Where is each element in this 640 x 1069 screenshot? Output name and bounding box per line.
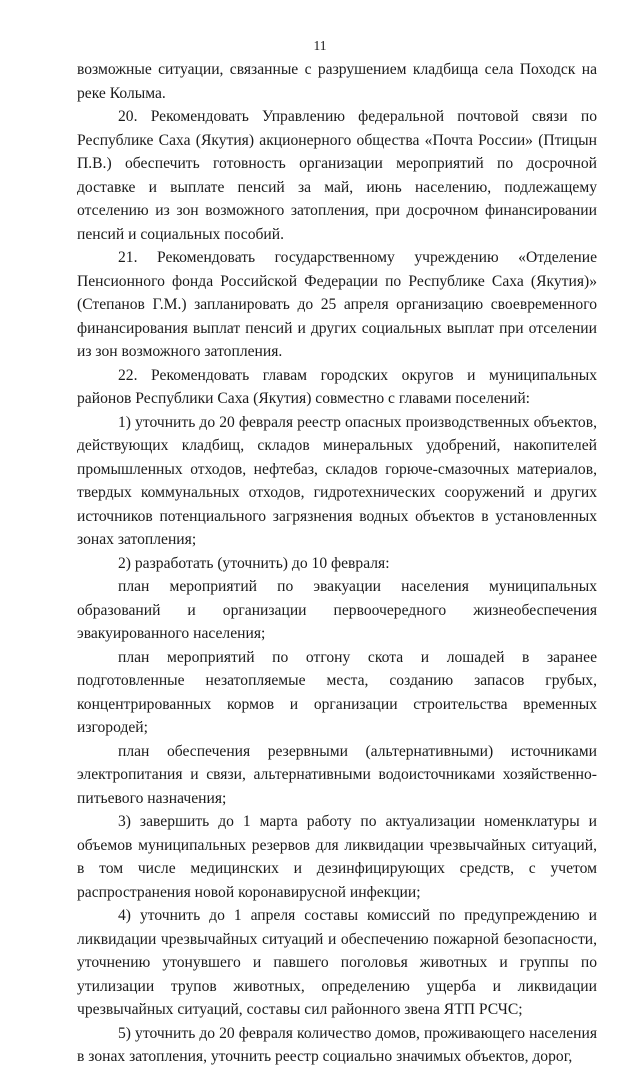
subitem-4: 4) уточнить до 1 апреля составы комиссий по предупреждению и ликвидации чрезвычайных ситуаций и обеспечению пожарной безопасности, уточнению утонувшего и павшего поголовья животных и группы по утилизации трупов животных, определению ущерба и ликвидации чрезвычайных ситуаций, составы сил районного звена ЯТП РСЧС; bbox=[77, 907, 597, 1018]
paragraph-item-22: 22. Рекомендовать главам городских округов и муниципальных районов Республики Саха (Якутия) совместно с главами поселений: bbox=[77, 366, 597, 407]
paragraph-item-20: 20. Рекомендовать Управлению федеральной почтовой связи по Республике Саха (Якутия) акционерного общества «Почта России» (Птицын П.В.) обеспечить готовность организации мероприятий по досрочной доставке и выплате пенсий за май, июнь населению, подлежащему отселению из зон возможного затопления, при досрочном финансировании пенсий и социальных пособий. bbox=[77, 108, 597, 243]
subitem-2: 2) разработать (уточнить) до 10 февраля: bbox=[118, 554, 390, 572]
page-number: 11 bbox=[313, 38, 327, 53]
subitem-5: 5) уточнить до 20 февраля количество домов, проживающего населения в зонах затопления, уточнить реестр социально значимых объектов, дорог, bbox=[77, 1024, 597, 1065]
paragraph-continuation: возможные ситуации, связанные с разрушением кладбища села Походск на реке Колыма. bbox=[77, 61, 597, 102]
subitem-3: 3) завершить до 1 марта работу по актуализации номенклатуры и объемов муниципальных резервов для ликвидации чрезвычайных ситуаций, в том числе медицинских и дезинфицирующих средств, с учетом распространения новой коронавирусной инфекции; bbox=[77, 813, 597, 901]
paragraph-item-21: 21. Рекомендовать государственному учреждению «Отделение Пенсионного фонда Российской Федерации по Республике Саха (Якутия)» (Степанов Г.М.) запланировать до 25 апреля организацию своевременного финансирования выплат пенсий и других социальных выплат при отселении из зон возможного затопления. bbox=[77, 249, 597, 360]
plan-power-supply: план обеспечения резервными (альтернативными) источниками электропитания и связи, альтернативными водоисточниками хозяйственно-питьевого назначения; bbox=[77, 742, 597, 807]
document-body bbox=[77, 58, 597, 1069]
subitem-1: 1) уточнить до 20 февраля реестр опасных производственных объектов, действующих кладбищ, складов минеральных удобрений, накопителей промышленных отходов, нефтебаз, складов горюче-смазочных материалов, твердых коммунальных отходов, гидротехнических сооружений и других источников потенциального загрязнения водных объектов в установленных зонах затопления; bbox=[77, 413, 597, 548]
plan-livestock: план мероприятий по отгону скота и лошадей в заранее подготовленные незатопляемые места, созданию запасов грубых, концентрированных кормов и организации строительства временных изгородей; bbox=[77, 648, 597, 736]
plan-evacuation: план мероприятий по эвакуации населения муниципальных образований и организации первоочередного жизнеобеспечения эвакуированного населения; bbox=[77, 578, 597, 642]
